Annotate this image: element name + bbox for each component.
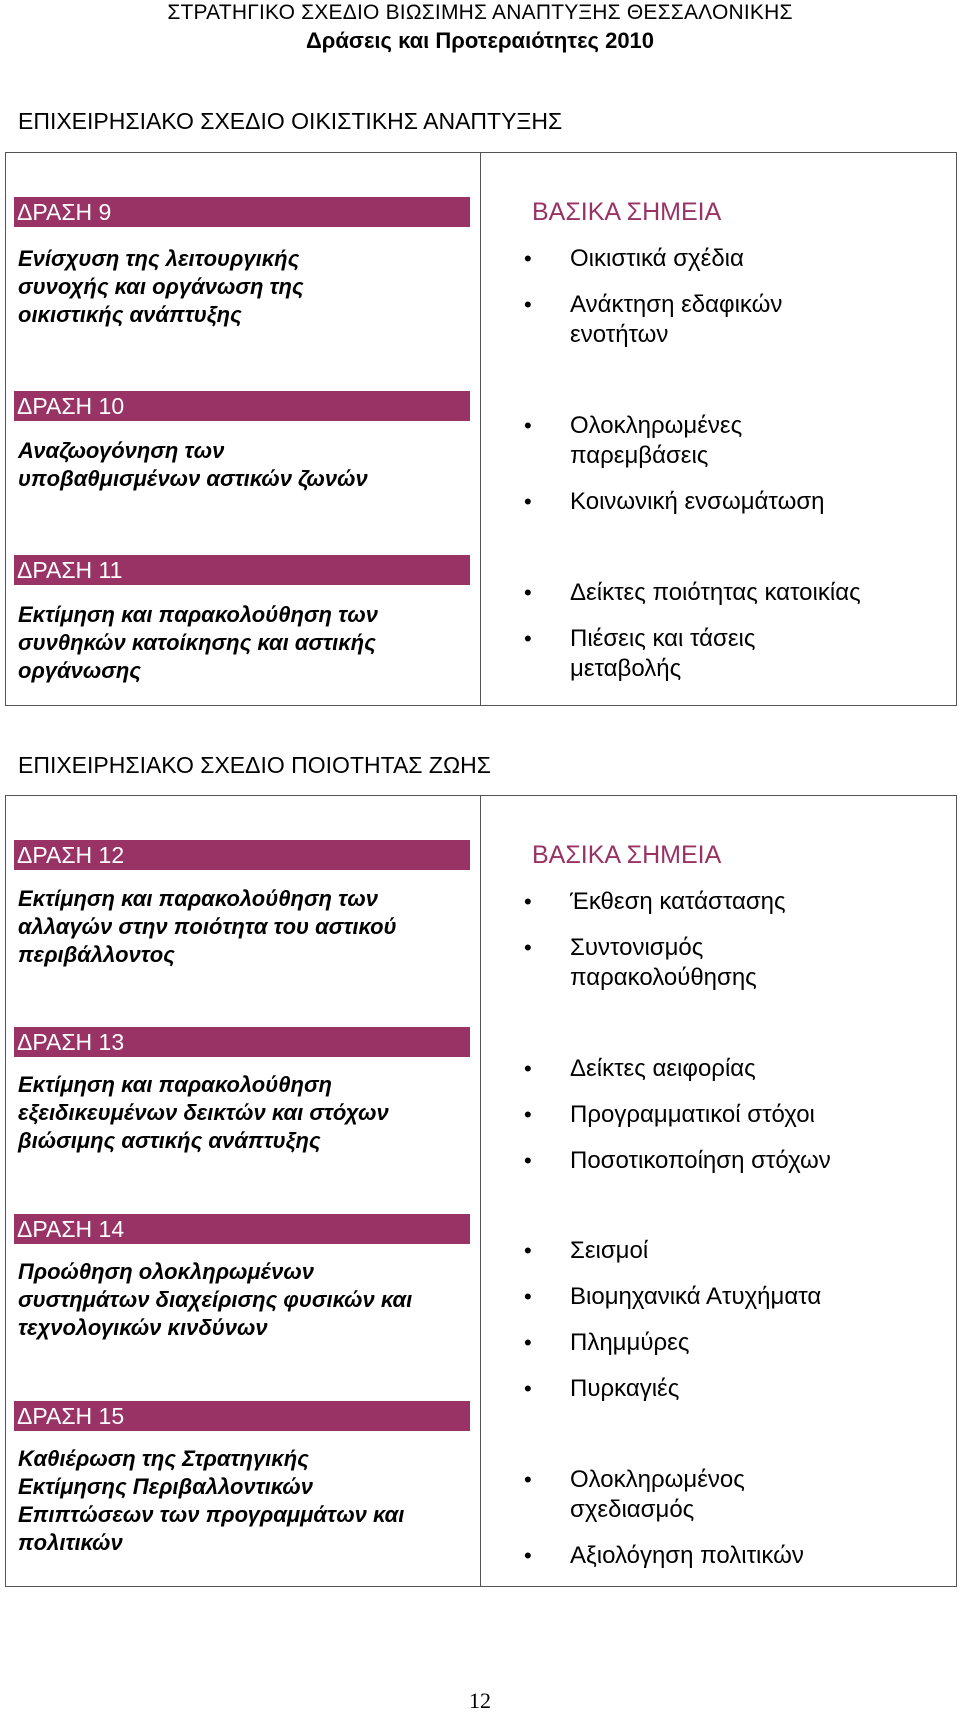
bullet-item: [570, 1282, 960, 1312]
header-line-1: ΣΤΡΑΤΗΓΙΚΟ ΣΧΕΔΙΟ ΒΙΩΣΙΜΗΣ ΑΝΑΠΤΥΞΗΣ ΘΕΣΣΑΛΟΝΙΚΗΣ: [167, 1, 793, 24]
title-line: εξειδικευμένων δεικτών και στόχων: [18, 1100, 389, 1125]
bullet-text: • Προγραμματικοί στόχοι: [570, 1101, 815, 1128]
title-line: Επιπτώσεων των προγραμμάτων και: [18, 1502, 405, 1527]
section-1-title: ΕΠΙΧΕΙΡΗΣΙΑΚΟ ΣΧΕΔΙΟ ΟΙΚΙΣΤΙΚΗΣ ΑΝΑΠΤΥΞΗΣ: [18, 108, 563, 134]
bullet-item: [570, 1236, 960, 1266]
action-13-label: ΔΡΑΣΗ 13: [14, 1027, 470, 1057]
bullet-text: • Πυρκαγιές: [570, 1375, 680, 1402]
action-15-label: ΔΡΑΣΗ 15: [14, 1401, 470, 1431]
bullet-text: • Δείκτες ποιότητας κατοικίας: [570, 579, 861, 606]
bullet-text: • Ολοκληρωμένες: [570, 412, 743, 439]
bullet-item: [570, 1541, 960, 1571]
bullet-item: [570, 411, 960, 471]
bullet-text: ενοτήτων: [570, 321, 669, 348]
action-9-title: [18, 245, 468, 329]
bullet-text: • Οικιστικά σχέδια: [570, 245, 744, 272]
action-13-title: [18, 1071, 468, 1155]
bullet-item: [570, 1054, 960, 1084]
bullet-text: • Ποσοτικοποίηση στόχων: [570, 1147, 831, 1174]
bullet-item: [570, 578, 960, 608]
bullet-item: [570, 1374, 960, 1404]
title-line: υποβαθμισμένων αστικών ζωνών: [18, 466, 368, 491]
action-12-label: ΔΡΑΣΗ 12: [14, 840, 470, 870]
title-line: τεχνολογικών κινδύνων: [18, 1315, 268, 1340]
bullet-text: • Αξιολόγηση πολιτικών: [570, 1542, 804, 1569]
bullet-text: • Ολοκληρωμένος: [570, 1466, 745, 1493]
title-line: οργάνωσης: [18, 658, 141, 683]
section-2-title: ΕΠΙΧΕΙΡΗΣΙΑΚΟ ΣΧΕΔΙΟ ΠΟΙΟΤΗΤΑΣ ΖΩΗΣ: [18, 752, 491, 778]
action-9-label: ΔΡΑΣΗ 9: [14, 197, 470, 227]
bullet-item: [570, 1100, 960, 1130]
bullet-text: • Βιομηχανικά Ατυχήματα: [570, 1283, 822, 1310]
bullet-text: • Ανάκτηση εδαφικών: [570, 291, 783, 318]
bullet-item: [570, 1146, 960, 1176]
bullet-text: • Κοινωνική ενσωμάτωση: [570, 488, 825, 515]
bullet-text: • Πλημμύρες: [570, 1329, 690, 1356]
bullet-item: [570, 487, 960, 517]
bullet-text: παρακολούθησης: [570, 964, 757, 991]
column-divider: [480, 153, 481, 705]
bullet-text: • Συντονισμός: [570, 934, 704, 961]
title-line: Ενίσχυση της λειτουργικής: [18, 246, 300, 271]
bullet-text: • Πιέσεις και τάσεις: [570, 625, 756, 652]
action-14-label: ΔΡΑΣΗ 14: [14, 1214, 470, 1244]
bullet-item: [570, 887, 960, 917]
bullet-item: [570, 1328, 960, 1358]
title-line: βιώσιμης αστικής ανάπτυξης: [18, 1128, 321, 1153]
title-line: Εκτίμησης Περιβαλλοντικών: [18, 1474, 313, 1499]
bullet-text: • Δείκτες αειφορίας: [570, 1055, 756, 1082]
key-points-heading: ΒΑΣΙΚΑ ΣΗΜΕΙΑ: [532, 841, 722, 869]
action-12-title: [18, 885, 468, 969]
action-10-label: ΔΡΑΣΗ 10: [14, 391, 470, 421]
column-divider: [480, 796, 481, 1586]
action-10-title: [18, 437, 468, 493]
title-line: Εκτίμηση και παρακολούθηση των: [18, 886, 379, 911]
title-line: οικιστικής ανάπτυξης: [18, 302, 242, 327]
bullet-text: παρεμβάσεις: [570, 442, 709, 469]
action-14-title: [18, 1258, 468, 1342]
bullet-text: • Έκθεση κατάστασης: [570, 888, 786, 915]
action-15-title: [18, 1445, 468, 1557]
title-line: πολιτικών: [18, 1530, 123, 1555]
title-line: συνθηκών κατοίκησης και αστικής: [18, 630, 376, 655]
key-points-heading: ΒΑΣΙΚΑ ΣΗΜΕΙΑ: [532, 198, 722, 226]
bullet-item: [570, 290, 960, 350]
title-line: περιβάλλοντος: [18, 942, 175, 967]
bullet-item: [570, 1465, 960, 1525]
header-line-2: Δράσεις και Προτεραιότητες 2010: [305, 28, 655, 53]
bullet-item: [570, 933, 960, 993]
bullet-text: μεταβολής: [570, 655, 682, 682]
title-line: συνοχής και οργάνωση της: [18, 274, 304, 299]
bullet-text: σχεδιασμός: [570, 1496, 695, 1523]
bullet-item: [570, 624, 960, 684]
title-line: Αναζωογόνηση των: [18, 438, 225, 463]
title-line: αλλαγών στην ποιότητα του αστικού: [18, 914, 397, 939]
action-11-label: ΔΡΑΣΗ 11: [14, 555, 470, 585]
bullet-item: [570, 244, 960, 274]
title-line: Προώθηση ολοκληρωμένων: [18, 1259, 314, 1284]
action-11-title: [18, 601, 468, 685]
page-number: 12: [469, 1688, 491, 1713]
bullet-text: • Σεισμοί: [570, 1237, 649, 1264]
title-line: Εκτίμηση και παρακολούθηση: [18, 1072, 332, 1097]
title-line: συστημάτων διαχείρισης φυσικών και: [18, 1287, 413, 1312]
title-line: Εκτίμηση και παρακολούθηση των: [18, 602, 379, 627]
title-line: Καθιέρωση της Στρατηγικής: [18, 1446, 309, 1471]
